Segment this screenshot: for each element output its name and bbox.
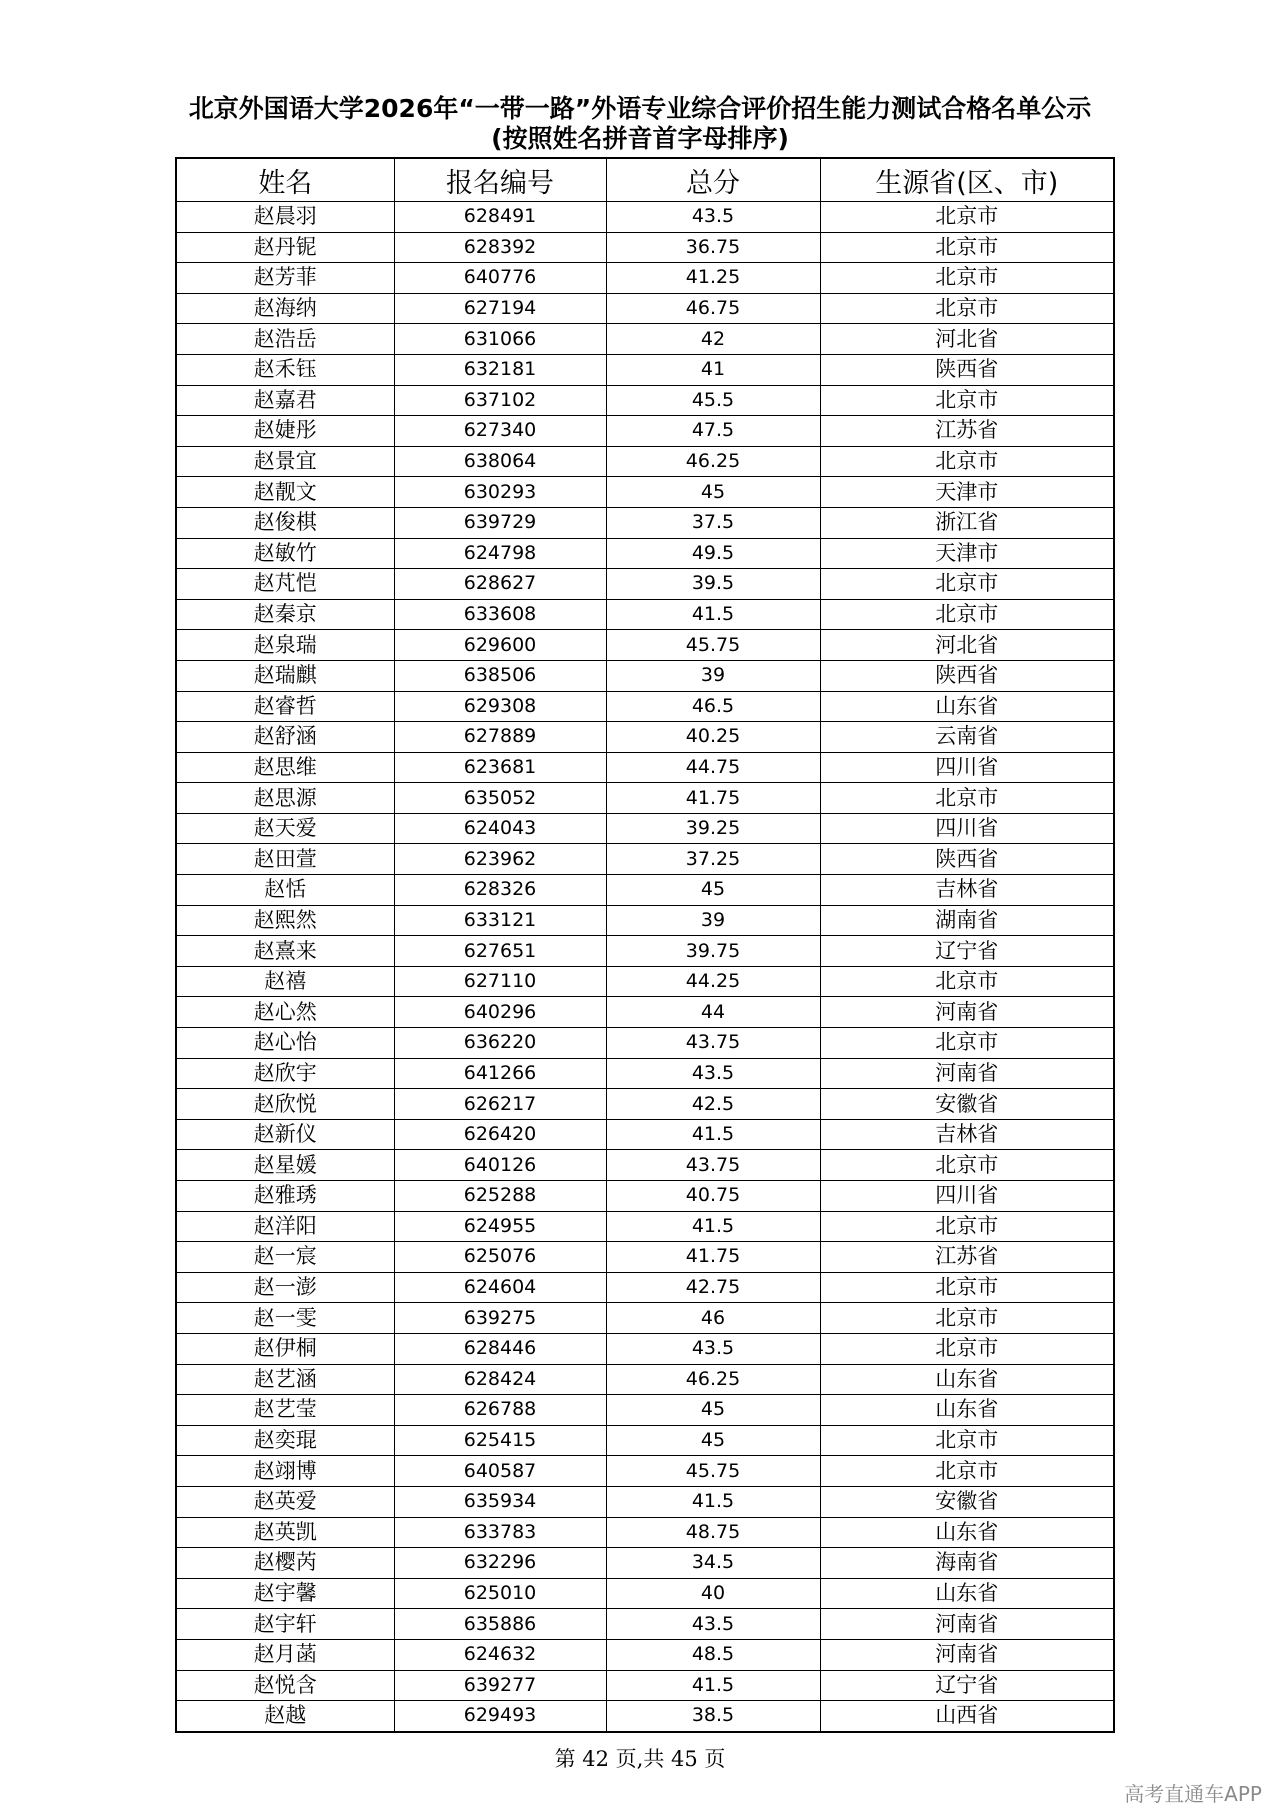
table-row: [176, 599, 1114, 630]
cell-total-score: 43.5: [606, 1609, 820, 1640]
cell-name: 赵宇轩: [176, 1609, 394, 1640]
table-row: [176, 875, 1114, 906]
cell-registration-number: 625076: [394, 1242, 606, 1273]
cell-registration-number: 639729: [394, 507, 606, 538]
cell-total-score: 44.75: [606, 752, 820, 783]
table-row: [176, 752, 1114, 783]
cell-name: 赵婕彤: [176, 416, 394, 447]
table-row: [176, 446, 1114, 477]
cell-registration-number: 626420: [394, 1119, 606, 1150]
cell-province: 北京市: [820, 569, 1114, 600]
cell-name: 赵田萱: [176, 844, 394, 875]
cell-registration-number: 640126: [394, 1150, 606, 1181]
cell-total-score: 39: [606, 660, 820, 691]
table-row: [176, 477, 1114, 508]
cell-total-score: 41.5: [606, 599, 820, 630]
table-row: [176, 1578, 1114, 1609]
table-row: [176, 1548, 1114, 1579]
table-row: [176, 1272, 1114, 1303]
qualified-list-table: [175, 157, 1115, 1733]
cell-province: 江苏省: [820, 1242, 1114, 1273]
cell-name: 赵奕琨: [176, 1425, 394, 1456]
cell-registration-number: 639275: [394, 1303, 606, 1334]
cell-province: 辽宁省: [820, 936, 1114, 967]
cell-name: 赵泉瑞: [176, 630, 394, 661]
cell-name: 赵丹铌: [176, 232, 394, 263]
cell-registration-number: 640296: [394, 997, 606, 1028]
cell-province: 海南省: [820, 1548, 1114, 1579]
cell-total-score: 42: [606, 324, 820, 355]
cell-total-score: 45.75: [606, 1456, 820, 1487]
cell-total-score: 43.75: [606, 1028, 820, 1059]
cell-registration-number: 628491: [394, 202, 606, 233]
cell-total-score: 46.5: [606, 691, 820, 722]
cell-total-score: 44: [606, 997, 820, 1028]
cell-province: 山东省: [820, 1395, 1114, 1426]
cell-total-score: 40.25: [606, 722, 820, 753]
cell-registration-number: 632296: [394, 1548, 606, 1579]
cell-registration-number: 624955: [394, 1211, 606, 1242]
cell-province: 山东省: [820, 1578, 1114, 1609]
cell-name: 赵新仪: [176, 1119, 394, 1150]
cell-registration-number: 627889: [394, 722, 606, 753]
table-row: [176, 507, 1114, 538]
cell-province: 北京市: [820, 232, 1114, 263]
cell-total-score: 43.75: [606, 1150, 820, 1181]
cell-name: 赵英爱: [176, 1486, 394, 1517]
cell-registration-number: 631066: [394, 324, 606, 355]
table-row: [176, 1609, 1114, 1640]
cell-name: 赵心然: [176, 997, 394, 1028]
cell-total-score: 41.5: [606, 1119, 820, 1150]
cell-province: 山东省: [820, 691, 1114, 722]
table-row: [176, 1701, 1114, 1732]
cell-province: 陕西省: [820, 354, 1114, 385]
table-row: [176, 997, 1114, 1028]
cell-name: 赵秦京: [176, 599, 394, 630]
cell-total-score: 46: [606, 1303, 820, 1334]
cell-total-score: 45.5: [606, 385, 820, 416]
table-row: [176, 1028, 1114, 1059]
cell-name: 赵月菡: [176, 1639, 394, 1670]
table-row: [176, 722, 1114, 753]
cell-total-score: 44.25: [606, 966, 820, 997]
cell-total-score: 43.5: [606, 1058, 820, 1089]
cell-total-score: 45.75: [606, 630, 820, 661]
cell-name: 赵洋阳: [176, 1211, 394, 1242]
page-subtitle: (按照姓名拼音首字母排序): [491, 124, 789, 153]
cell-province: 安徽省: [820, 1486, 1114, 1517]
cell-name: 赵思维: [176, 752, 394, 783]
table-row: [176, 1456, 1114, 1487]
cell-registration-number: 624632: [394, 1639, 606, 1670]
cell-total-score: 39.5: [606, 569, 820, 600]
table-row: [176, 660, 1114, 691]
cell-total-score: 36.75: [606, 232, 820, 263]
cell-registration-number: 629600: [394, 630, 606, 661]
cell-province: 四川省: [820, 813, 1114, 844]
cell-name: 赵宇馨: [176, 1578, 394, 1609]
cell-name: 赵悦含: [176, 1670, 394, 1701]
cell-total-score: 43.5: [606, 1333, 820, 1364]
table-row: [176, 1670, 1114, 1701]
cell-total-score: 37.5: [606, 507, 820, 538]
cell-registration-number: 633608: [394, 599, 606, 630]
column-header-province: 生源省(区、市): [820, 158, 1114, 202]
cell-name: 赵心怡: [176, 1028, 394, 1059]
cell-registration-number: 638064: [394, 446, 606, 477]
cell-province: 北京市: [820, 599, 1114, 630]
table-row: [176, 783, 1114, 814]
table-row: [176, 1395, 1114, 1426]
cell-province: 山西省: [820, 1701, 1114, 1732]
cell-total-score: 41.5: [606, 1211, 820, 1242]
cell-registration-number: 627340: [394, 416, 606, 447]
cell-total-score: 41: [606, 354, 820, 385]
cell-total-score: 49.5: [606, 538, 820, 569]
table-row: [176, 1333, 1114, 1364]
cell-total-score: 48.75: [606, 1517, 820, 1548]
cell-province: 北京市: [820, 293, 1114, 324]
cell-province: 河北省: [820, 324, 1114, 355]
cell-total-score: 41.25: [606, 263, 820, 294]
table-row: [176, 1364, 1114, 1395]
cell-name: 赵一澎: [176, 1272, 394, 1303]
cell-province: 河南省: [820, 997, 1114, 1028]
cell-total-score: 45: [606, 1395, 820, 1426]
cell-registration-number: 626217: [394, 1089, 606, 1120]
table-row: [176, 1242, 1114, 1273]
cell-name: 赵芃恺: [176, 569, 394, 600]
cell-total-score: 45: [606, 875, 820, 906]
cell-name: 赵一雯: [176, 1303, 394, 1334]
cell-registration-number: 628627: [394, 569, 606, 600]
cell-province: 天津市: [820, 477, 1114, 508]
cell-province: 云南省: [820, 722, 1114, 753]
cell-name: 赵靓文: [176, 477, 394, 508]
cell-name: 赵一宸: [176, 1242, 394, 1273]
cell-registration-number: 625415: [394, 1425, 606, 1456]
cell-total-score: 46.25: [606, 1364, 820, 1395]
cell-name: 赵禧: [176, 966, 394, 997]
cell-province: 北京市: [820, 1150, 1114, 1181]
cell-registration-number: 627651: [394, 936, 606, 967]
table-row: [176, 1517, 1114, 1548]
cell-registration-number: 628392: [394, 232, 606, 263]
cell-province: 四川省: [820, 1181, 1114, 1212]
cell-total-score: 47.5: [606, 416, 820, 447]
cell-name: 赵艺莹: [176, 1395, 394, 1426]
table-row: [176, 1119, 1114, 1150]
table-row: [176, 1181, 1114, 1212]
cell-province: 辽宁省: [820, 1670, 1114, 1701]
cell-province: 湖南省: [820, 905, 1114, 936]
cell-province: 北京市: [820, 1272, 1114, 1303]
cell-name: 赵晨羽: [176, 202, 394, 233]
column-header-registration-number: 报名编号: [394, 158, 606, 202]
table-row: [176, 324, 1114, 355]
cell-total-score: 34.5: [606, 1548, 820, 1579]
cell-province: 北京市: [820, 1303, 1114, 1334]
cell-province: 四川省: [820, 752, 1114, 783]
table-row: [176, 936, 1114, 967]
table-row: [176, 905, 1114, 936]
cell-name: 赵瑞麒: [176, 660, 394, 691]
cell-registration-number: 628326: [394, 875, 606, 906]
cell-name: 赵景宜: [176, 446, 394, 477]
cell-registration-number: 637102: [394, 385, 606, 416]
cell-total-score: 41.5: [606, 1486, 820, 1517]
cell-registration-number: 635052: [394, 783, 606, 814]
cell-province: 北京市: [820, 1333, 1114, 1364]
cell-name: 赵翊博: [176, 1456, 394, 1487]
page-title: 北京外国语大学2026年“一带一路”外语专业综合评价招生能力测试合格名单公示: [188, 94, 1092, 123]
cell-registration-number: 627110: [394, 966, 606, 997]
cell-total-score: 39.25: [606, 813, 820, 844]
cell-registration-number: 633783: [394, 1517, 606, 1548]
cell-registration-number: 640587: [394, 1456, 606, 1487]
cell-name: 赵睿哲: [176, 691, 394, 722]
cell-total-score: 41.5: [606, 1670, 820, 1701]
cell-registration-number: 626788: [394, 1395, 606, 1426]
table-row: [176, 232, 1114, 263]
cell-registration-number: 624604: [394, 1272, 606, 1303]
cell-province: 北京市: [820, 202, 1114, 233]
table-row: [176, 691, 1114, 722]
cell-province: 山东省: [820, 1364, 1114, 1395]
cell-total-score: 41.75: [606, 1242, 820, 1273]
cell-province: 陕西省: [820, 660, 1114, 691]
table-row: [176, 263, 1114, 294]
cell-total-score: 40: [606, 1578, 820, 1609]
table-row: [176, 385, 1114, 416]
cell-total-score: 46.75: [606, 293, 820, 324]
table-body: [176, 202, 1114, 1732]
cell-registration-number: 640776: [394, 263, 606, 294]
cell-name: 赵星媛: [176, 1150, 394, 1181]
cell-name: 赵樱芮: [176, 1548, 394, 1579]
cell-registration-number: 628446: [394, 1333, 606, 1364]
cell-province: 山东省: [820, 1517, 1114, 1548]
cell-name: 赵伊桐: [176, 1333, 394, 1364]
cell-province: 河北省: [820, 630, 1114, 661]
watermark: 高考直通车APP: [1124, 1782, 1262, 1806]
cell-registration-number: 641266: [394, 1058, 606, 1089]
cell-total-score: 41.75: [606, 783, 820, 814]
cell-name: 赵海纳: [176, 293, 394, 324]
cell-name: 赵欣悦: [176, 1089, 394, 1120]
cell-province: 北京市: [820, 1456, 1114, 1487]
cell-province: 陕西省: [820, 844, 1114, 875]
cell-name: 赵芳菲: [176, 263, 394, 294]
cell-registration-number: 623962: [394, 844, 606, 875]
cell-registration-number: 629308: [394, 691, 606, 722]
cell-registration-number: 635886: [394, 1609, 606, 1640]
cell-name: 赵熹来: [176, 936, 394, 967]
page-number: 第 42 页,共 45 页: [554, 1747, 726, 1771]
cell-name: 赵欣宇: [176, 1058, 394, 1089]
column-header-total-score: 总分: [606, 158, 820, 202]
cell-province: 北京市: [820, 783, 1114, 814]
table-row: [176, 538, 1114, 569]
cell-registration-number: 628424: [394, 1364, 606, 1395]
cell-name: 赵舒涵: [176, 722, 394, 753]
table-row: [176, 966, 1114, 997]
cell-province: 河南省: [820, 1639, 1114, 1670]
cell-total-score: 48.5: [606, 1639, 820, 1670]
table-row: [176, 202, 1114, 233]
cell-registration-number: 625010: [394, 1578, 606, 1609]
table-row: [176, 416, 1114, 447]
column-header-name: 姓名: [176, 158, 394, 202]
table-row: [176, 844, 1114, 875]
cell-province: 北京市: [820, 1425, 1114, 1456]
cell-name: 赵越: [176, 1701, 394, 1732]
cell-registration-number: 630293: [394, 477, 606, 508]
table-row: [176, 1486, 1114, 1517]
cell-province: 北京市: [820, 263, 1114, 294]
cell-province: 安徽省: [820, 1089, 1114, 1120]
table-header-row: [176, 158, 1114, 202]
cell-name: 赵恬: [176, 875, 394, 906]
cell-province: 吉林省: [820, 875, 1114, 906]
table-row: [176, 1089, 1114, 1120]
cell-registration-number: 633121: [394, 905, 606, 936]
cell-registration-number: 625288: [394, 1181, 606, 1212]
cell-total-score: 42.5: [606, 1089, 820, 1120]
cell-name: 赵熙然: [176, 905, 394, 936]
cell-total-score: 43.5: [606, 202, 820, 233]
table-row: [176, 569, 1114, 600]
cell-name: 赵浩岳: [176, 324, 394, 355]
cell-province: 北京市: [820, 446, 1114, 477]
cell-registration-number: 632181: [394, 354, 606, 385]
cell-province: 北京市: [820, 1028, 1114, 1059]
table-row: [176, 813, 1114, 844]
table-row: [176, 354, 1114, 385]
table-row: [176, 1303, 1114, 1334]
table-row: [176, 1058, 1114, 1089]
cell-total-score: 45: [606, 477, 820, 508]
cell-registration-number: 629493: [394, 1701, 606, 1732]
cell-registration-number: 624043: [394, 813, 606, 844]
cell-name: 赵雅琇: [176, 1181, 394, 1212]
cell-province: 河南省: [820, 1058, 1114, 1089]
table-row: [176, 1150, 1114, 1181]
table-row: [176, 293, 1114, 324]
cell-total-score: 46.25: [606, 446, 820, 477]
cell-province: 北京市: [820, 1211, 1114, 1242]
cell-total-score: 45: [606, 1425, 820, 1456]
cell-registration-number: 635934: [394, 1486, 606, 1517]
cell-name: 赵敏竹: [176, 538, 394, 569]
cell-total-score: 39: [606, 905, 820, 936]
cell-province: 吉林省: [820, 1119, 1114, 1150]
cell-province: 北京市: [820, 385, 1114, 416]
cell-province: 北京市: [820, 966, 1114, 997]
cell-name: 赵禾钰: [176, 354, 394, 385]
table-row: [176, 1639, 1114, 1670]
cell-province: 浙江省: [820, 507, 1114, 538]
cell-total-score: 40.75: [606, 1181, 820, 1212]
cell-province: 河南省: [820, 1609, 1114, 1640]
cell-name: 赵英凯: [176, 1517, 394, 1548]
cell-province: 江苏省: [820, 416, 1114, 447]
cell-total-score: 42.75: [606, 1272, 820, 1303]
cell-registration-number: 624798: [394, 538, 606, 569]
cell-name: 赵俊棋: [176, 507, 394, 538]
cell-province: 天津市: [820, 538, 1114, 569]
cell-registration-number: 636220: [394, 1028, 606, 1059]
cell-name: 赵思源: [176, 783, 394, 814]
cell-total-score: 37.25: [606, 844, 820, 875]
cell-registration-number: 638506: [394, 660, 606, 691]
table-row: [176, 1425, 1114, 1456]
cell-name: 赵嘉君: [176, 385, 394, 416]
cell-registration-number: 627194: [394, 293, 606, 324]
cell-total-score: 38.5: [606, 1701, 820, 1732]
cell-total-score: 39.75: [606, 936, 820, 967]
cell-name: 赵天爱: [176, 813, 394, 844]
table-row: [176, 630, 1114, 661]
table-row: [176, 1211, 1114, 1242]
cell-registration-number: 623681: [394, 752, 606, 783]
cell-registration-number: 639277: [394, 1670, 606, 1701]
cell-name: 赵艺涵: [176, 1364, 394, 1395]
